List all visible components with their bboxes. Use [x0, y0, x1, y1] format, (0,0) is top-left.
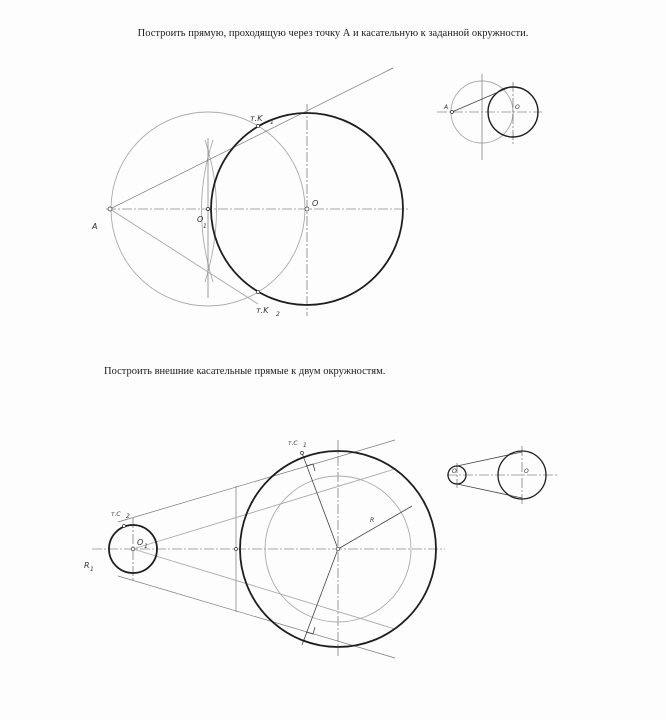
radius-to-tc1 — [302, 453, 338, 549]
aux-tangent-lower — [133, 549, 395, 629]
label-tc1: т.С — [288, 440, 298, 447]
point-k1-marker — [256, 124, 259, 127]
mini2-label-o1: O — [452, 468, 457, 475]
task1-construction — [91, 68, 410, 318]
aux-tangent-upper — [133, 469, 395, 549]
mini-point-a-marker — [451, 111, 454, 114]
mini-label-a: A — [444, 104, 449, 111]
point-tc2-marker — [123, 525, 126, 528]
label-tc1-subscript: 1 — [303, 442, 307, 449]
mini-label-o: O — [515, 104, 520, 111]
label-tc2-subscript: 2 — [126, 513, 130, 520]
mini-tangent-line — [452, 87, 510, 112]
mini2-label-o: O — [524, 468, 529, 475]
task2-caption: Построить внешние касательные прямые к двум окружностям. — [104, 366, 386, 377]
label-radius-r: R — [370, 517, 375, 524]
label-center-o1-2: O — [137, 538, 144, 547]
label-point-k2: т.K — [256, 306, 269, 315]
point-tc1-marker — [301, 452, 304, 455]
label-tc2: т.С — [111, 511, 121, 518]
label-k1-subscript: 1 — [270, 119, 274, 126]
task2-construction — [84, 440, 445, 658]
center-o-marker — [305, 207, 309, 211]
tangent-line-upper — [110, 68, 393, 209]
label-r1: R — [84, 561, 90, 570]
midpoint-marker — [235, 548, 238, 551]
label-o1-subscript-2: 1 — [144, 543, 148, 550]
tangent-line-lower — [110, 209, 258, 304]
task1-mini-sketch — [437, 74, 542, 160]
label-center-o: O — [312, 199, 319, 208]
center-o-marker-2 — [336, 547, 340, 551]
label-r1-subscript: 1 — [90, 566, 94, 573]
center-o1-marker-2 — [131, 547, 135, 551]
task2-mini-sketch — [447, 446, 558, 504]
point-k2-marker — [256, 290, 259, 293]
radius-to-tc-lower — [302, 549, 338, 645]
center-o1-marker — [206, 207, 209, 210]
label-point-k1: т.K — [250, 114, 263, 123]
task1-caption: Построить прямую, проходящую через точку А и касательную к заданной окружности. — [137, 28, 529, 39]
radius-r-line — [338, 506, 412, 549]
label-point-a: A — [92, 222, 98, 231]
label-o1-subscript: 1 — [203, 223, 207, 230]
point-a-marker — [108, 207, 112, 211]
mini2-tangent-upper — [457, 452, 522, 466]
label-k2-subscript: 2 — [276, 311, 280, 318]
label-center-o1: O — [197, 215, 204, 224]
mini2-tangent-lower — [457, 484, 522, 498]
